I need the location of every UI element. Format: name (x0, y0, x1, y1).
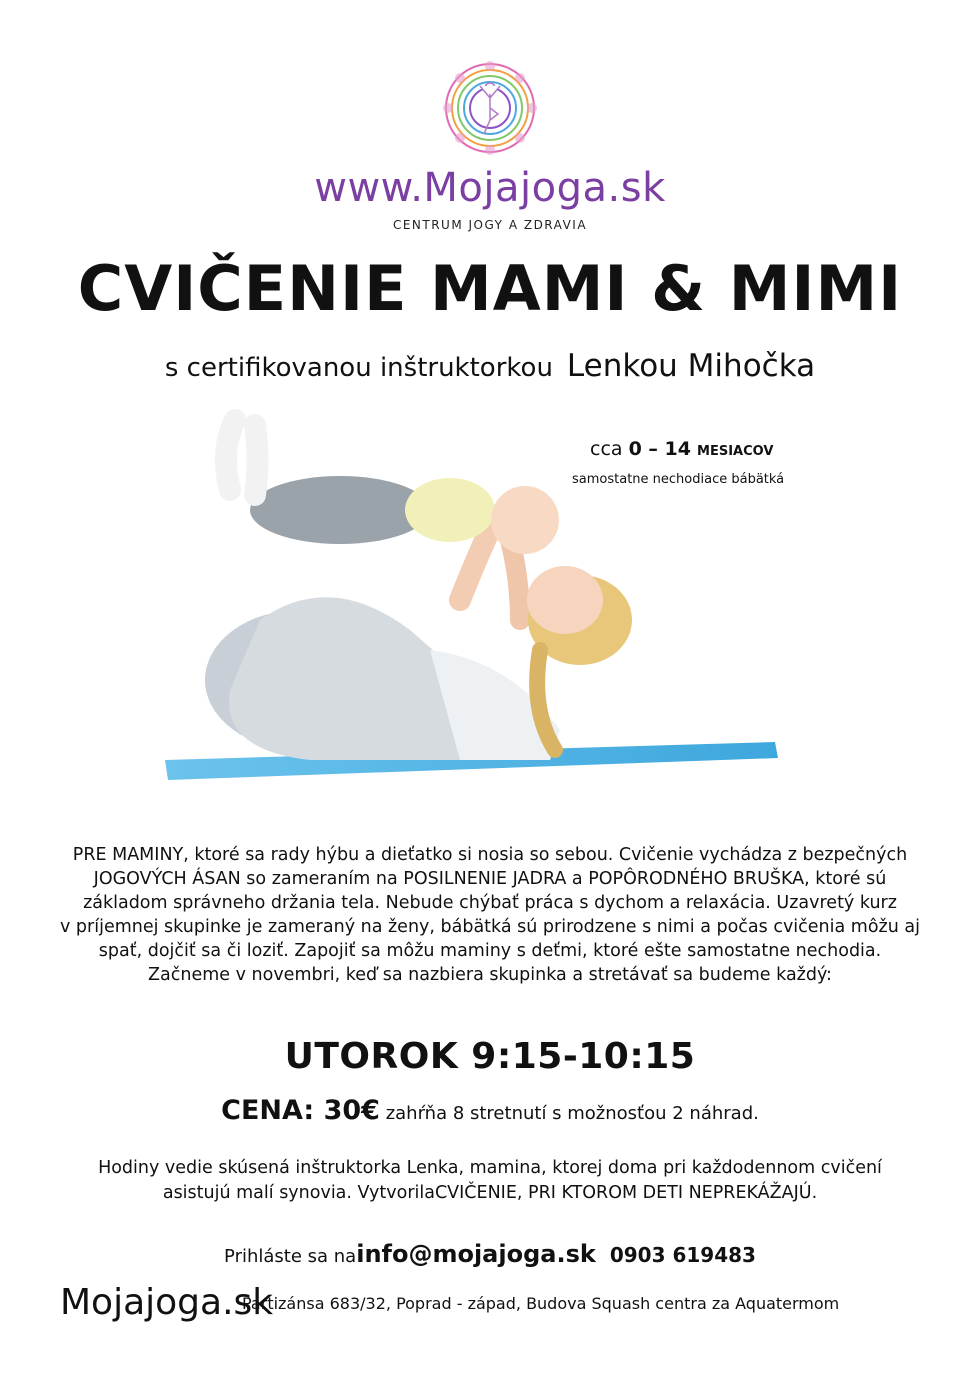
footer-address: Partizánsa 683/32, Poprad - západ, Budova Squash centra za Aquatermom (242, 1294, 840, 1313)
instructor-info (80, 1156, 900, 1206)
description-line: PRE MAMINY, ktoré sa rady hýbu a dieťatko si nosia so sebou. Cvičenie vychádza z bezpečných (72, 845, 908, 865)
age-prefix: cca (590, 438, 623, 460)
description-line: JOGOVÝCH ÁSAN so zameraním na POSILNENIE JADRA a POPÔRODNÉHO BRUŠKA, ktoré sú (93, 869, 887, 889)
description-line: základom správneho držania tela. Nebude chýbať práca s dychom a relaxácia. Uzavretý kurz (83, 893, 897, 913)
schedule: UTOROK 9:15-10:15 (284, 1036, 696, 1077)
instructor-line: asistujú malí synovia. VytvorilaCVIČENIE, PRI KTOROM DETI NEPREKÁŽAJÚ. (162, 1183, 818, 1203)
age-unit: MESIACOV (697, 444, 774, 459)
price-text: zahŕňa 8 stretnutí s možnosťou 2 náhrad. (385, 1103, 759, 1124)
age-range (590, 438, 773, 460)
footer-logo[interactable]: Mojajoga.sk (60, 1282, 274, 1323)
site-url[interactable]: www.Mojajoga.sk (314, 165, 666, 211)
phone-number[interactable]: 0903 619483 (609, 1243, 756, 1267)
description (60, 843, 920, 987)
description-line: Začneme v novembri, keď sa nazbiera skupinka a stretávať sa budeme každý: (148, 965, 832, 985)
tagline: CENTRUM JOGY A ZDRAVIA (392, 218, 588, 232)
instructor-name: Lenkou Mihočka (566, 348, 816, 384)
age-note: samostatne nechodiace bábätká (572, 472, 785, 487)
yoga-mandala-icon (440, 58, 540, 158)
instructor-line: Hodiny vedie skúsená inštruktorka Lenka, mamina, ktorej doma pri každodennom cvičení (98, 1158, 882, 1178)
price (0, 1095, 980, 1126)
page-title: CVIČENIE MAMI & MIMI (77, 252, 903, 325)
price-label: CENA: 30€ (221, 1095, 380, 1126)
description-line: v príjemnej skupinke je zameraný na ženy, bábätká sú prirodzene s nimi a počas cvičenia môžu aj (60, 917, 920, 937)
subtitle (0, 348, 980, 384)
subtitle-text: s certifikovanou inštruktorkou (164, 353, 553, 383)
age-range-value: 0 – 14 (628, 438, 691, 460)
signup-prefix: Prihláste sa na (224, 1246, 357, 1267)
description-line: spať, dojčiť sa či loziť. Zapojiť sa môžu maminy s deťmi, ktoré ešte samostatne nechodia. (98, 941, 882, 961)
signup (0, 1240, 980, 1268)
email-link[interactable]: info@mojajoga.sk (356, 1240, 596, 1268)
mother-baby-yoga-photo (160, 400, 780, 800)
